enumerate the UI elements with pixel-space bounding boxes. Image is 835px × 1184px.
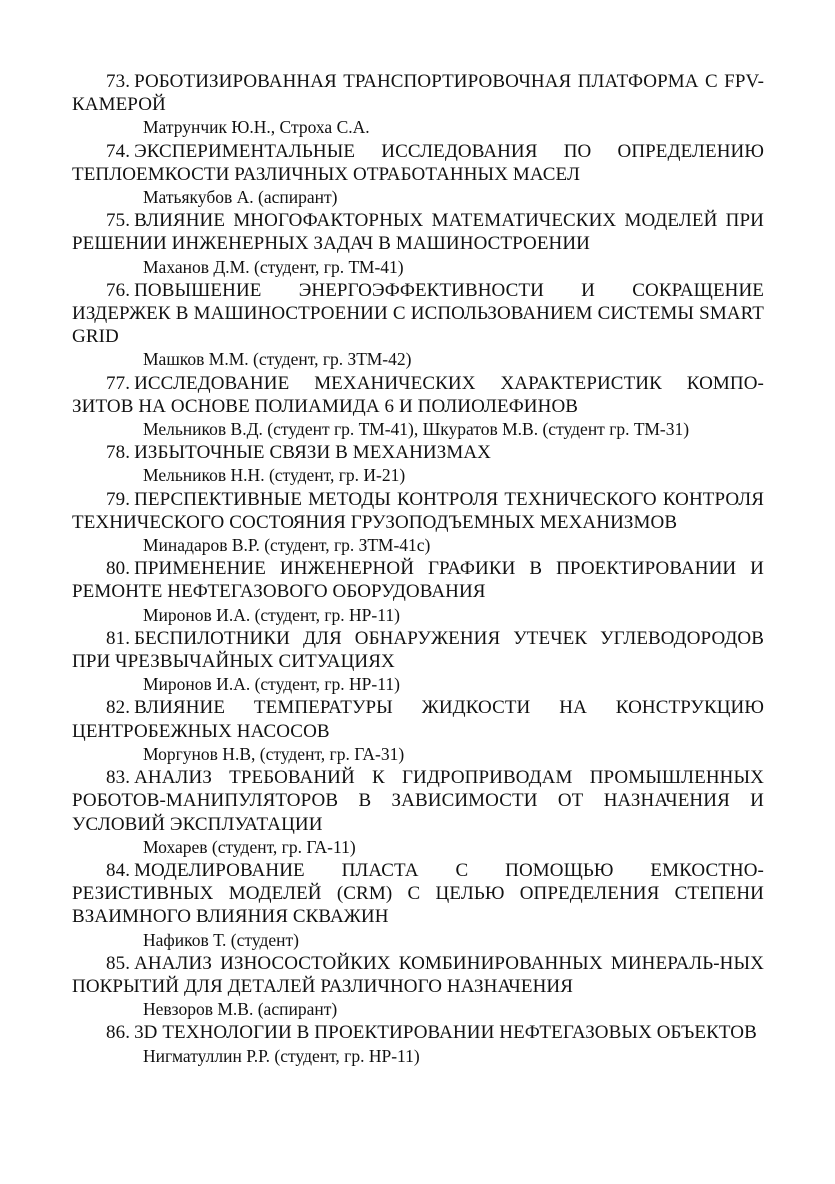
entry-title-text: БЕСПИЛОТНИКИ ДЛЯ ОБНАРУЖЕНИЯ УТЕЧЕК УГЛЕВОДОРОДОВ ПРИ ЧРЕЗВЫЧАЙНЫХ СИТУАЦИЯХ (72, 627, 764, 673)
entry-number: 81. (106, 627, 131, 649)
entry-number: 76. (106, 279, 131, 301)
entry-author: Минадаров В.Р. (студент, гр. ЗТМ-41с) (143, 535, 431, 556)
entry-title (72, 209, 764, 255)
list-item (72, 952, 764, 1022)
entry-number: 75. (106, 210, 131, 232)
entry-author: Мельников В.Д. (студент гр. ТМ-41), Шкуратов М.В. (студент гр. ТМ-31) (143, 419, 690, 440)
entry-title (72, 627, 764, 673)
entry-author: Мельников Н.Н. (студент, гр. И-21) (143, 465, 406, 486)
entry-author: Невзоров М.В. (аспирант) (143, 999, 338, 1020)
list-item (72, 70, 764, 140)
entry-number: 74. (106, 140, 131, 162)
entry-number: 83. (106, 767, 131, 789)
entry-title-text: ИЗБЫТОЧНЫЕ СВЯЗИ В МЕХАНИЗМАХ (134, 442, 492, 464)
entry-title-text: АНАЛИЗ ИЗНОСОСТОЙКИХ КОМБИНИРОВАННЫХ МИНЕРАЛЬ-НЫХ ПОКРЫТИЙ ДЛЯ ДЕТАЛЕЙ РАЗЛИЧНОГО НАЗНАЧЕНИЯ (72, 952, 764, 997)
entry-title (72, 279, 764, 349)
entry-author: Мохарев (студент, гр. ГА-11) (143, 836, 356, 857)
entry-title (72, 488, 764, 534)
entry-author: Нафиков Т. (студент) (143, 929, 299, 950)
list-item (72, 209, 764, 279)
entry-author: Миронов И.А. (студент, гр. НР-11) (143, 604, 400, 625)
entry-title (72, 70, 764, 116)
entry-number: 78. (106, 442, 131, 464)
entry-author: Матьякубов А. (аспирант) (143, 187, 338, 208)
entry-title-text: ВЛИЯНИЕ ТЕМПЕРАТУРЫ ЖИДКОСТИ НА КОНСТРУКЦИЮ ЦЕНТРОБЕЖНЫХ НАСОСОВ (72, 697, 764, 742)
entry-title (72, 1021, 764, 1044)
entry-title (72, 140, 764, 186)
list-item (72, 766, 764, 859)
entry-title-text: ЭКСПЕРИМЕНТАЛЬНЫЕ ИССЛЕДОВАНИЯ ПО ОПРЕДЕЛЕНИЮ ТЕПЛОЕМКОСТИ РАЗЛИЧНЫХ ОТРАБОТАННЫХ МАСЕЛ (72, 140, 764, 185)
entry-number: 80. (106, 558, 131, 580)
entry-title (72, 696, 764, 742)
entry-title (72, 766, 764, 836)
entry-title-text: ВЛИЯНИЕ МНОГОФАКТОРНЫХ МАТЕМАТИЧЕСКИХ МОДЕЛЕЙ ПРИ РЕШЕНИИ ИНЖЕНЕРНЫХ ЗАДАЧ В МАШИНОСТРОЕНИИ (72, 210, 764, 255)
entry-author: Матрунчик Ю.Н., Строха С.А. (143, 117, 370, 138)
entry-title (72, 859, 764, 929)
entry-number: 86. (106, 1022, 131, 1044)
entry-number: 79. (106, 488, 131, 510)
entry-title-text: МОДЕЛИРОВАНИЕ ПЛАСТА С ПОМОЩЬЮ ЕМКОСТНО-РЕЗИСТИВНЫХ МОДЕЛЕЙ (CRM) С ЦЕЛЬЮ ОПРЕДЕЛЕНИЯ СТЕПЕНИ ВЗАИМНОГО ВЛИЯНИЯ СКВАЖИН (72, 859, 764, 928)
list-item (72, 1021, 764, 1067)
entry-title-text: ПРИМЕНЕНИЕ ИНЖЕНЕРНОЙ ГРАФИКИ В ПРОЕКТИРОВАНИИ И РЕМОНТЕ НЕФТЕГАЗОВОГО ОБОРУДОВАНИЯ (72, 558, 764, 603)
list-item (72, 488, 764, 558)
entry-number: 82. (106, 697, 131, 719)
entry-number: 77. (106, 372, 131, 394)
list-item (72, 140, 764, 210)
entry-author: Маханов Д.М. (студент, гр. ТМ-41) (143, 256, 404, 277)
entry-number: 73. (106, 71, 131, 92)
list-item (72, 696, 764, 766)
contents-list (72, 70, 764, 1068)
entry-title-text: ПЕРСПЕКТИВНЫЕ МЕТОДЫ КОНТРОЛЯ ТЕХНИЧЕСКОГО КОНТРОЛЯ ТЕХНИЧЕСКОГО СОСТОЯНИЯ ГРУЗОПОДЪЕМНЫХ МЕХАНИЗМОВ (72, 488, 764, 533)
entry-title (72, 441, 764, 464)
entry-author: Миронов И.А. (студент, гр. НР-11) (143, 674, 400, 695)
entry-title (72, 372, 764, 418)
entry-author: Моргунов Н.В, (студент, гр. ГА-31) (143, 743, 405, 764)
entry-title-text: ПОВЫШЕНИЕ ЭНЕРГОЭФФЕКТИВНОСТИ И СОКРАЩЕНИЕ ИЗДЕРЖЕК В МАШИНОСТРОЕНИИ С ИСПОЛЬЗОВАНИЕМ СИСТЕМЫ SMART GRID (72, 279, 764, 348)
list-item (72, 627, 764, 697)
list-item (72, 859, 764, 952)
entry-title-text: РОБОТИЗИРОВАННАЯ ТРАНСПОРТИРОВОЧНАЯ ПЛАТФОРМА С FPV-КАМЕРОЙ (72, 71, 764, 116)
entry-title-text: АНАЛИЗ ТРЕБОВАНИЙ К ГИДРОПРИВОДАМ ПРОМЫШЛЕННЫХ РОБОТОВ-МАНИПУЛЯТОРОВ В ЗАВИСИМОСТИ ОТ НАЗНАЧЕНИЯ И УСЛОВИЙ ЭКСПЛУАТАЦИИ (72, 767, 764, 835)
list-item (72, 372, 764, 442)
list-item (72, 441, 764, 487)
entry-title (72, 557, 764, 603)
entry-number: 85. (106, 952, 131, 974)
entry-author: Нигматуллин Р.Р. (студент, гр. НР-11) (143, 1045, 420, 1066)
entry-title-text: ИССЛЕДОВАНИЕ МЕХАНИЧЕСКИХ ХАРАКТЕРИСТИК КОМПО-ЗИТОВ НА ОСНОВЕ ПОЛИАМИДА 6 И ПОЛИОЛЕФИНОВ (72, 372, 764, 417)
list-item (72, 279, 764, 372)
list-item (72, 557, 764, 627)
entry-title-text: 3D ТЕХНОЛОГИИ В ПРОЕКТИРОВАНИИ НЕФТЕГАЗОВЫХ ОБЪЕКТОВ (134, 1022, 757, 1044)
entry-author: Машков М.М. (студент, гр. ЗТМ-42) (143, 349, 412, 370)
entry-number: 84. (106, 859, 131, 881)
entry-title (72, 952, 764, 998)
